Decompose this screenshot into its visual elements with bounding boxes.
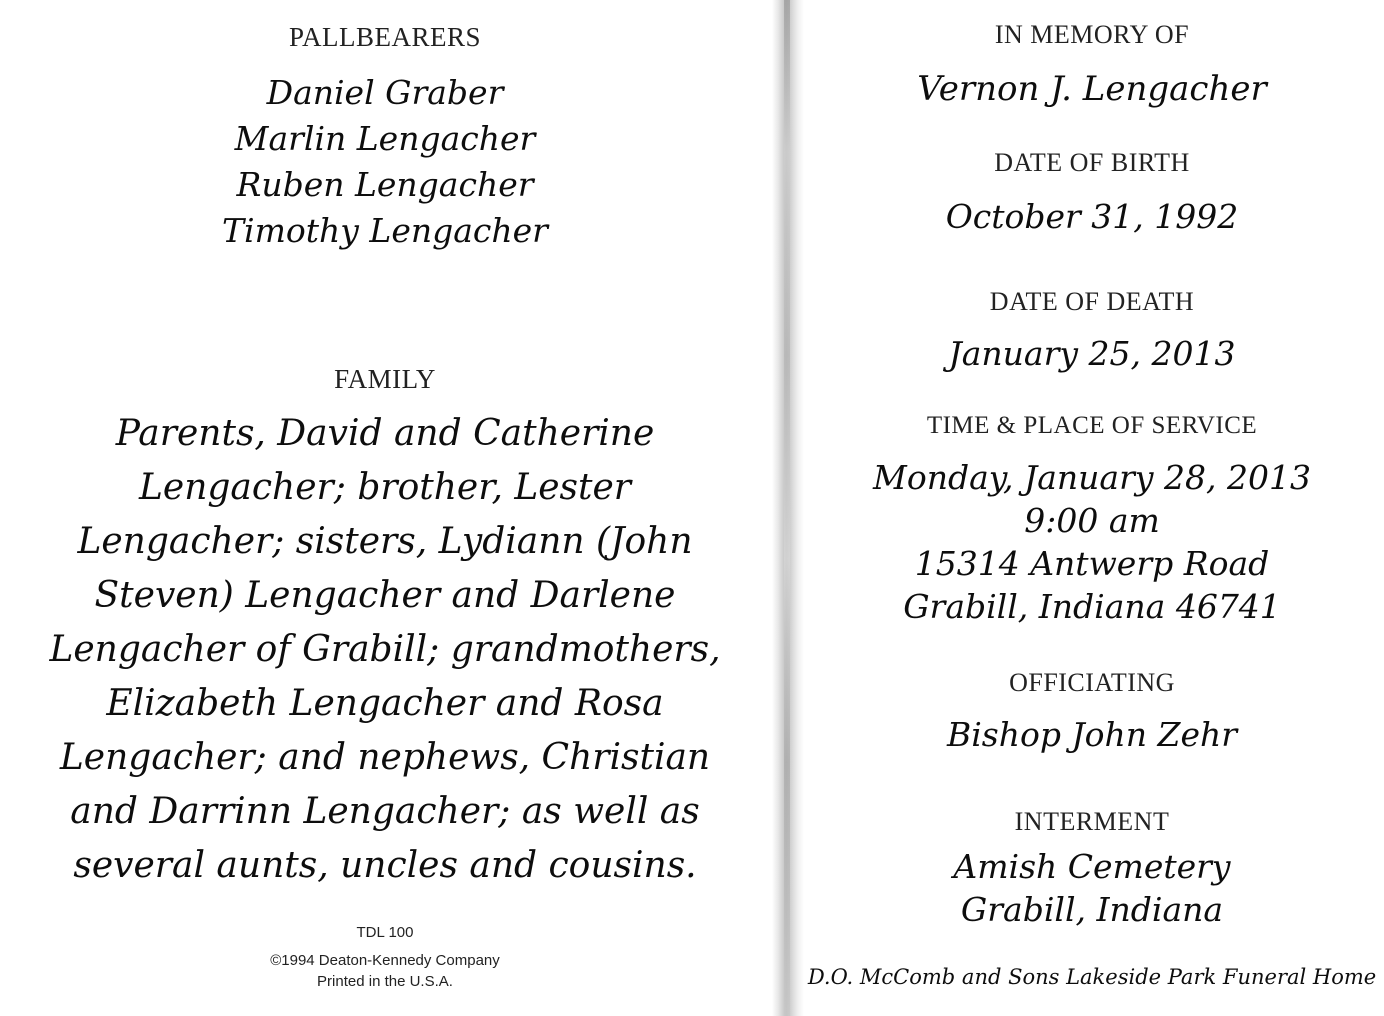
copyright-text: ©1994 Deaton-Kennedy Company: [270, 952, 500, 969]
family-line: Lengacher; brother, Lester: [138, 467, 632, 508]
pallbearers-list: [0, 70, 770, 254]
service-details: [800, 456, 1384, 628]
right-panel: [800, 0, 1384, 1016]
family-line: Lengacher; sisters, Lydiann (John: [77, 521, 693, 562]
death-heading: DATE OF DEATH: [989, 287, 1195, 316]
interment-heading: INTERMENT: [1014, 807, 1170, 836]
family-line: Parents, David and Catherine: [115, 413, 655, 454]
print-credits: [0, 950, 770, 992]
officiant-name: Bishop John Zehr: [946, 715, 1238, 754]
interment-city: Grabill, Indiana: [960, 890, 1224, 929]
family-line: Elizabeth Lengacher and Rosa: [106, 683, 664, 724]
pallbearer-name: Marlin Lengacher: [234, 119, 536, 158]
family-line: Lengacher; and nephews, Christian: [59, 737, 711, 778]
pallbearers-heading: PALLBEARERS: [288, 22, 482, 52]
printed-text: Printed in the U.S.A.: [317, 973, 453, 990]
family-line: and Darrinn Lengacher; as well as: [70, 791, 700, 832]
birth-heading: DATE OF BIRTH: [994, 148, 1190, 177]
pallbearer-name: Ruben Lengacher: [236, 165, 534, 204]
print-code: TDL 100: [356, 924, 414, 941]
memory-heading: IN MEMORY OF: [994, 20, 1190, 49]
death-date: January 25, 2013: [948, 334, 1236, 373]
service-date: Monday, January 28, 2013: [873, 458, 1311, 497]
family-text: [0, 407, 770, 893]
family-line: Lengacher of Grabill; grandmothers,: [49, 629, 721, 670]
interment-details: [800, 845, 1384, 931]
service-city: Grabill, Indiana 46741: [903, 587, 1281, 626]
birth-date: October 31, 1992: [945, 197, 1239, 236]
interment-place: Amish Cemetery: [953, 847, 1231, 886]
funeral-home: D.O. McComb and Sons Lakeside Park Funeral Home: [807, 965, 1377, 989]
service-address: 15314 Antwerp Road: [914, 544, 1270, 583]
service-time: 9:00 am: [1024, 501, 1160, 540]
officiating-heading: OFFICIATING: [1009, 668, 1175, 697]
family-line: Steven) Lengacher and Darlene: [94, 575, 676, 616]
pallbearer-name: Daniel Graber: [266, 73, 504, 112]
pallbearer-name: Timothy Lengacher: [222, 211, 548, 250]
page-fold-streak: [784, 0, 790, 1016]
family-line: several aunts, uncles and cousins.: [73, 845, 697, 886]
service-heading: TIME & PLACE OF SERVICE: [926, 412, 1258, 439]
family-heading: FAMILY: [334, 364, 436, 394]
deceased-name: Vernon J. Lengacher: [917, 69, 1267, 109]
